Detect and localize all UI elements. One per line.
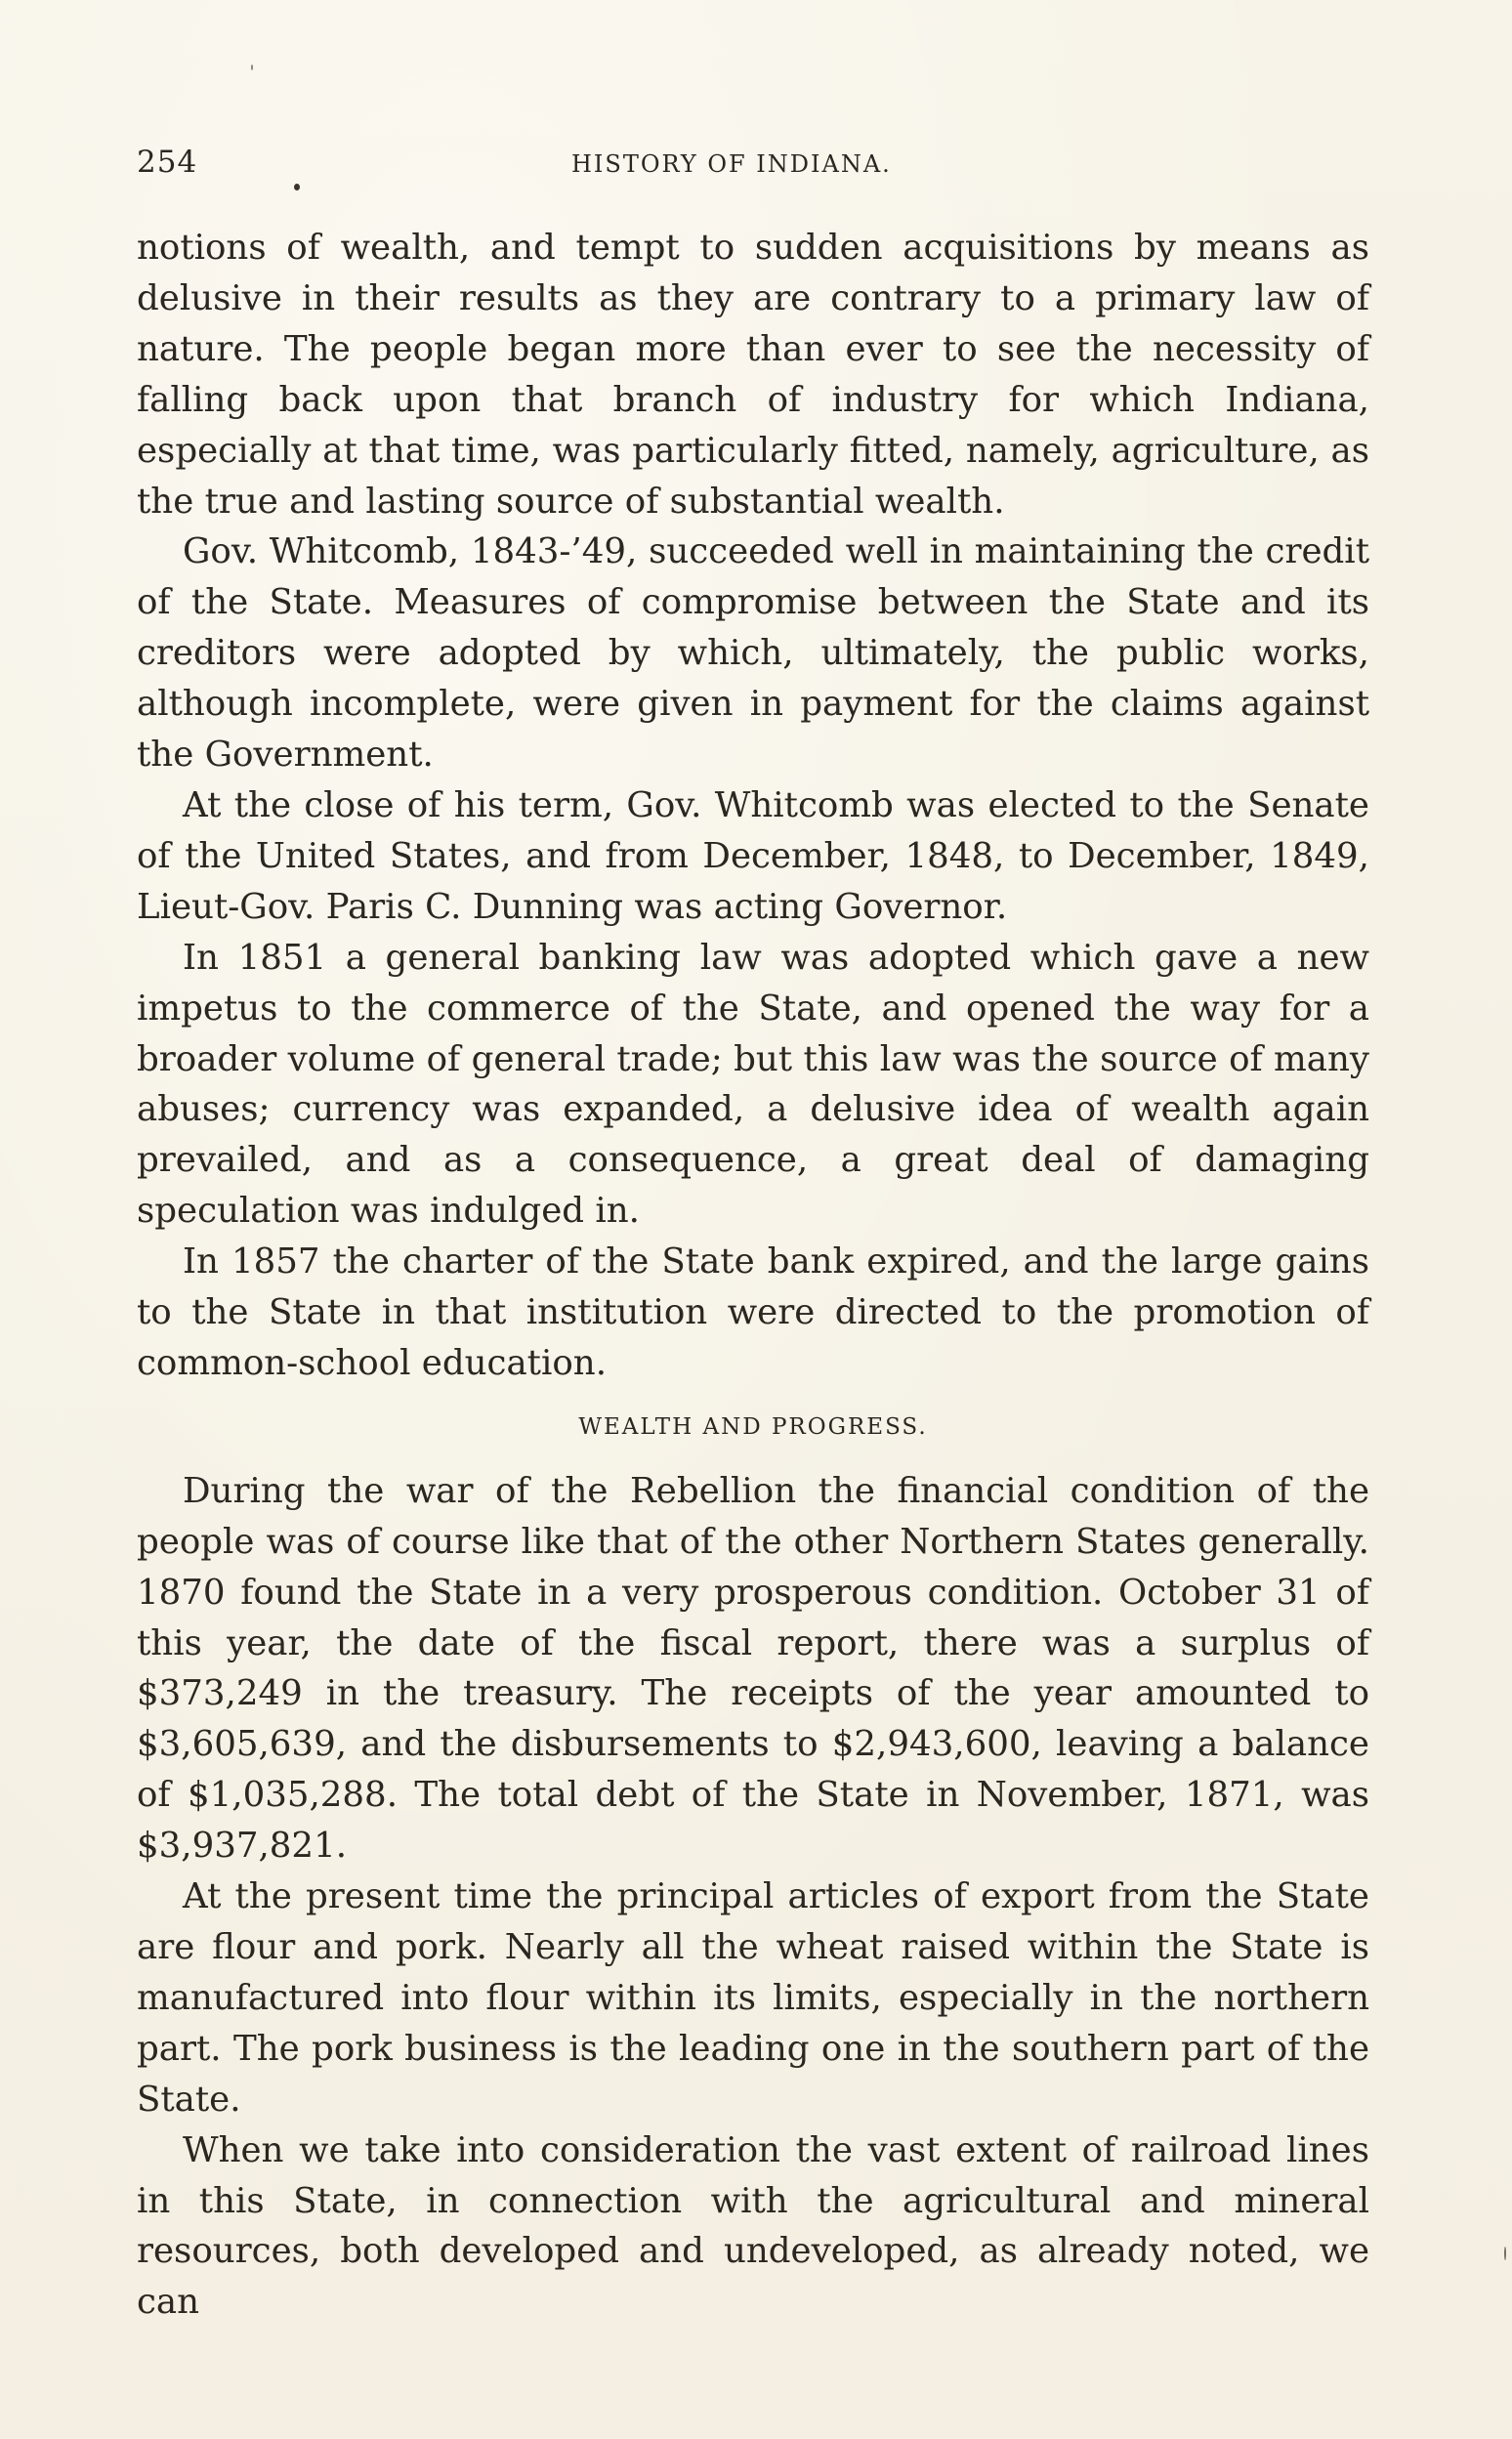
page-number: 254	[137, 145, 198, 180]
body-text	[137, 223, 1369, 2328]
paragraph: In 1851 a general banking law was adopted which gave a new impetus to the commerce of the State, and opened the way for a broader volume of general trade; but this law was the source of many abuses; currency was expanded, a delusive idea of wealth again prevailed, and as a consequence, a great deal of damaging speculation was indulged in.	[137, 937, 1369, 1232]
paragraph: When we take into consideration the vast extent of railroad lines in this State, in connection with the agricultural and mineral resources, both developed and undeveloped, as already noted, we can	[137, 2129, 1369, 2323]
paragraph: notions of wealth, and tempt to sudden acquisitions by means as delusive in their results as they are contrary to a primary law of nature. The people began more than ever to see the necessity of falling back upon that branch of industry for which Indiana, especially at that time, was particularly fitted, namely, agriculture, as the true and lasting source of substantial wealth.	[137, 228, 1369, 522]
ink-speck	[251, 64, 253, 70]
paragraph: During the war of the Rebellion the financial condition of the people was of course like that of the other Northern States generally. 1870 found the State in a very prosperous condition. October 31 of this year, the date of the fiscal report, there was a surplus of $373,249 in the treasury. The receipts of the year amounted to $3,605,639, and the disbursements to $2,943,600, leaving a balance of $1,035,288. The total debt of the State in November, 1871, was $3,937,821.	[137, 1470, 1369, 1867]
paragraph: Gov. Whitcomb, 1843-’49, succeeded well in maintaining the credit of the State. Measures of compromise between the State and its creditors were adopted by which, ultimately, the public works, although incomplete, were given in payment for the claims against the Government.	[137, 531, 1369, 776]
paragraph: At the present time the principal articles of export from the State are flour and pork. Nearly all the wheat raised within the State is manufactured into flour within its limits, especially in the northern part. The pork business is the leading one in the southern part of the State.	[137, 1876, 1369, 2120]
running-title: HISTORY OF INDIANA.	[571, 150, 892, 178]
ink-speck	[1504, 2247, 1506, 2260]
section-heading: WEALTH AND PROGRESS.	[578, 1413, 928, 1440]
paragraph: At the close of his term, Gov. Whitcomb was elected to the Senate of the United States, and from December, 1848, to December, 1849, Lieut-Gov. Paris C. Dunning was acting Governor.	[137, 784, 1369, 927]
paragraph: In 1857 the charter of the State bank expired, and the large gains to the State in that institution were directed to the promotion of common-school education.	[137, 1241, 1369, 1383]
running-head	[137, 145, 1367, 193]
